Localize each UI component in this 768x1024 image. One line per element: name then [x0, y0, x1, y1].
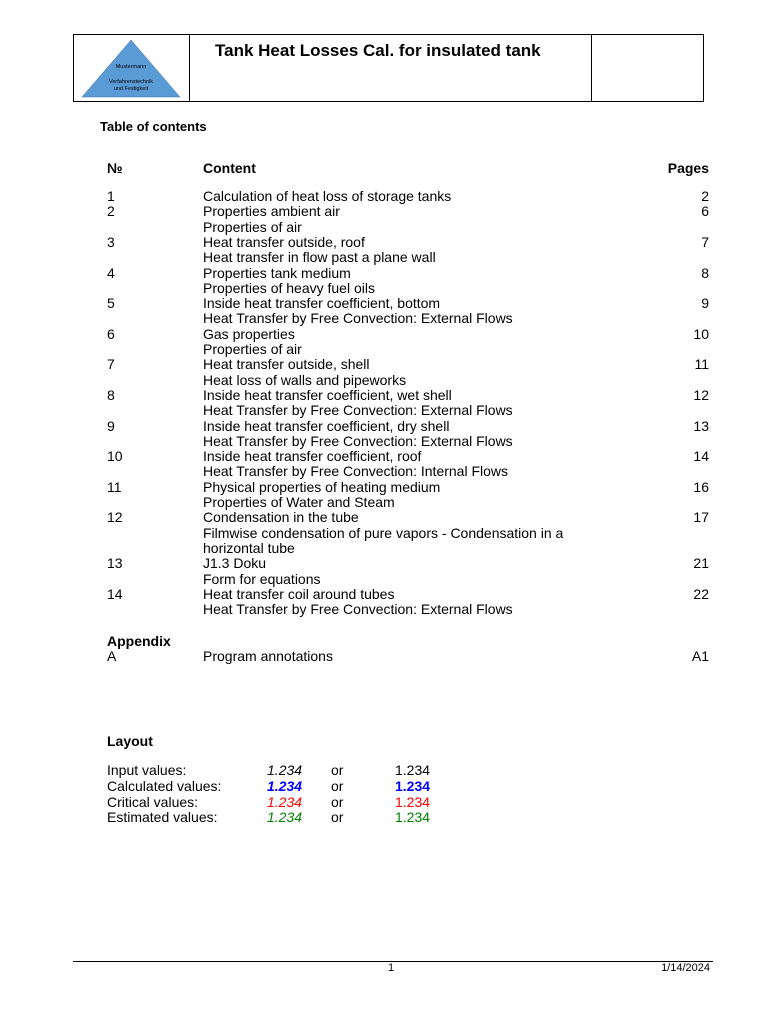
toc-row-content: Heat Transfer by Free Convection: Internal Flows [203, 463, 509, 480]
layout-value-italic: 1.234 [267, 762, 303, 778]
toc-row-page: 6 [701, 203, 709, 220]
toc-row-content: Heat Transfer by Free Convection: External Flows [203, 432, 513, 449]
layout-label: Estimated values: [107, 809, 218, 826]
toc-row-number: 1 [107, 188, 115, 204]
toc-row-page: 17 [693, 509, 709, 526]
toc-row-content: Condensation in the tube [203, 509, 359, 526]
toc-row-page: 13 [693, 417, 709, 434]
toc-row-content: J1.3 Doku [203, 555, 267, 572]
toc-row-page: 16 [693, 478, 709, 495]
toc-row [0, 311, 768, 326]
logo-text-3: und Festigkeit [113, 86, 149, 92]
toc-row-content: Heat transfer outside, shell [203, 356, 370, 373]
toc-row-content: Properties of air [203, 218, 302, 235]
toc-row [0, 434, 768, 449]
toc-row-content: Inside heat transfer coefficient, roof [203, 448, 422, 465]
layout-value-plain: 1.234 [395, 762, 431, 778]
toc-row-page: 22 [693, 585, 709, 602]
toc-row [0, 296, 768, 311]
layout-or: or [331, 762, 344, 778]
toc-row [0, 556, 768, 571]
layout-value-plain: 1.234 [395, 793, 431, 810]
layout-or: or [331, 809, 344, 826]
toc-col-number: № [107, 160, 123, 176]
toc-row [0, 281, 768, 296]
toc-row-content: Properties tank medium [203, 264, 351, 281]
toc-row-number: 9 [107, 417, 115, 434]
toc-row-page: 21 [693, 555, 709, 572]
layout-heading: Layout [107, 733, 153, 749]
document-title: Tank Heat Losses Cal. for insulated tank [215, 41, 541, 60]
toc-row [0, 464, 768, 479]
footer-page-number: 1 [388, 962, 395, 974]
toc-row-page: 7 [701, 233, 709, 250]
layout-label: Critical values: [107, 793, 199, 810]
toc-row-content: Heat transfer outside, roof [203, 233, 365, 250]
toc-row-page: 11 [694, 356, 709, 373]
layout-row [0, 794, 768, 810]
layout-row [0, 809, 768, 825]
toc-row [0, 495, 768, 510]
toc-row-content: Inside heat transfer coefficient, dry shell [203, 417, 450, 434]
toc-heading: Table of contents [100, 119, 207, 134]
toc-row-content: Heat Transfer by Free Convection: External Flows [203, 310, 513, 327]
layout-value-plain: 1.234 [395, 777, 431, 794]
toc-row [0, 526, 768, 541]
toc-row [0, 587, 768, 602]
toc-row-content: Heat transfer in flow past a plane wall [203, 249, 436, 266]
toc-row-content: Properties of air [203, 341, 302, 357]
layout-value-italic: 1.234 [267, 809, 303, 826]
appendix-heading: Appendix [107, 633, 171, 649]
footer-date: 1/14/2024 [661, 962, 710, 974]
toc-row-number: 8 [107, 386, 115, 403]
toc-row-content: Heat transfer coil around tubes [203, 585, 395, 602]
toc-row-content: Heat Transfer by Free Convection: External Flows [203, 402, 513, 419]
toc-row-content: Properties of heavy fuel oils [203, 279, 375, 296]
toc-row-number: 7 [107, 356, 115, 373]
toc-row-number: 2 [107, 203, 115, 220]
toc-row-content: Heat loss of walls and pipeworks [203, 371, 407, 388]
toc-row [0, 357, 768, 372]
logo-text-1: Mustermann [115, 64, 147, 70]
toc-row [0, 342, 768, 357]
toc-row [0, 220, 768, 235]
toc-row [0, 480, 768, 495]
toc-row-page: 14 [693, 448, 709, 465]
logo-cell [74, 35, 190, 101]
toc-row-content: Filmwise condensation of pure vapors - Condensation in a [203, 524, 564, 541]
toc-row [0, 541, 768, 556]
toc-row [0, 250, 768, 265]
layout-value-plain: 1.234 [395, 809, 431, 826]
header-empty-cell [591, 35, 704, 101]
toc-col-content: Content [203, 160, 256, 176]
toc-row-content: Inside heat transfer coefficient, wet shell [203, 386, 452, 403]
toc-row-content: Physical properties of heating medium [203, 478, 441, 495]
toc-row-number: 13 [107, 555, 123, 572]
toc-row-page: 8 [701, 264, 709, 281]
company-logo [74, 35, 189, 101]
toc-row [0, 419, 768, 434]
toc-row [0, 204, 768, 219]
toc-row [0, 388, 768, 403]
toc-row-content: Properties of Water and Steam [203, 494, 395, 510]
toc-row-content: Gas properties [203, 325, 295, 342]
toc-row-page: 12 [693, 386, 709, 403]
toc-row [0, 266, 768, 281]
document-header [73, 34, 704, 102]
toc-row [0, 510, 768, 525]
toc-row-content: Calculation of heat loss of storage tanks [203, 188, 452, 204]
toc-row-number: 14 [107, 585, 123, 602]
toc-row-number: 11 [107, 478, 122, 495]
toc-row-number: 12 [107, 509, 123, 526]
toc-row-page: 2 [701, 188, 709, 204]
toc-row [0, 373, 768, 388]
toc-row-content: Program annotations [203, 648, 333, 664]
toc-row [0, 602, 768, 617]
layout-value-italic: 1.234 [267, 793, 303, 810]
layout-or: or [331, 793, 344, 810]
title-cell [189, 35, 592, 101]
toc-row-content: Heat Transfer by Free Convection: External Flows [203, 601, 513, 618]
toc-row-page: 9 [701, 295, 709, 312]
layout-row [0, 762, 768, 778]
toc-row [0, 235, 768, 250]
toc-row-number: 3 [107, 233, 115, 250]
toc-row-number: 5 [107, 295, 115, 312]
toc-row-number: A [107, 648, 117, 664]
logo-text-2: Verfahrenstechnik [108, 79, 154, 85]
toc-row [0, 649, 768, 664]
layout-or: or [331, 777, 344, 794]
layout-label: Input values: [107, 762, 187, 778]
toc-row-page: A1 [691, 648, 709, 664]
toc-col-pages: Pages [667, 160, 709, 176]
toc-row [0, 327, 768, 342]
toc-row-number: 6 [107, 325, 115, 342]
toc-row-page: 10 [693, 325, 709, 342]
toc-row-content: Properties ambient air [203, 203, 340, 220]
toc-row [0, 572, 768, 587]
layout-label: Calculated values: [107, 777, 222, 794]
toc-row-number: 10 [107, 448, 123, 465]
toc-row-number: 4 [107, 264, 115, 281]
toc-row-content: Inside heat transfer coefficient, bottom [203, 295, 441, 312]
toc-row [0, 449, 768, 464]
toc-row-content: Form for equations [203, 570, 321, 587]
toc-row [0, 403, 768, 418]
toc-row-content: horizontal tube [203, 539, 295, 556]
layout-value-italic: 1.234 [267, 777, 303, 794]
toc-row [0, 189, 768, 204]
layout-row [0, 778, 768, 794]
